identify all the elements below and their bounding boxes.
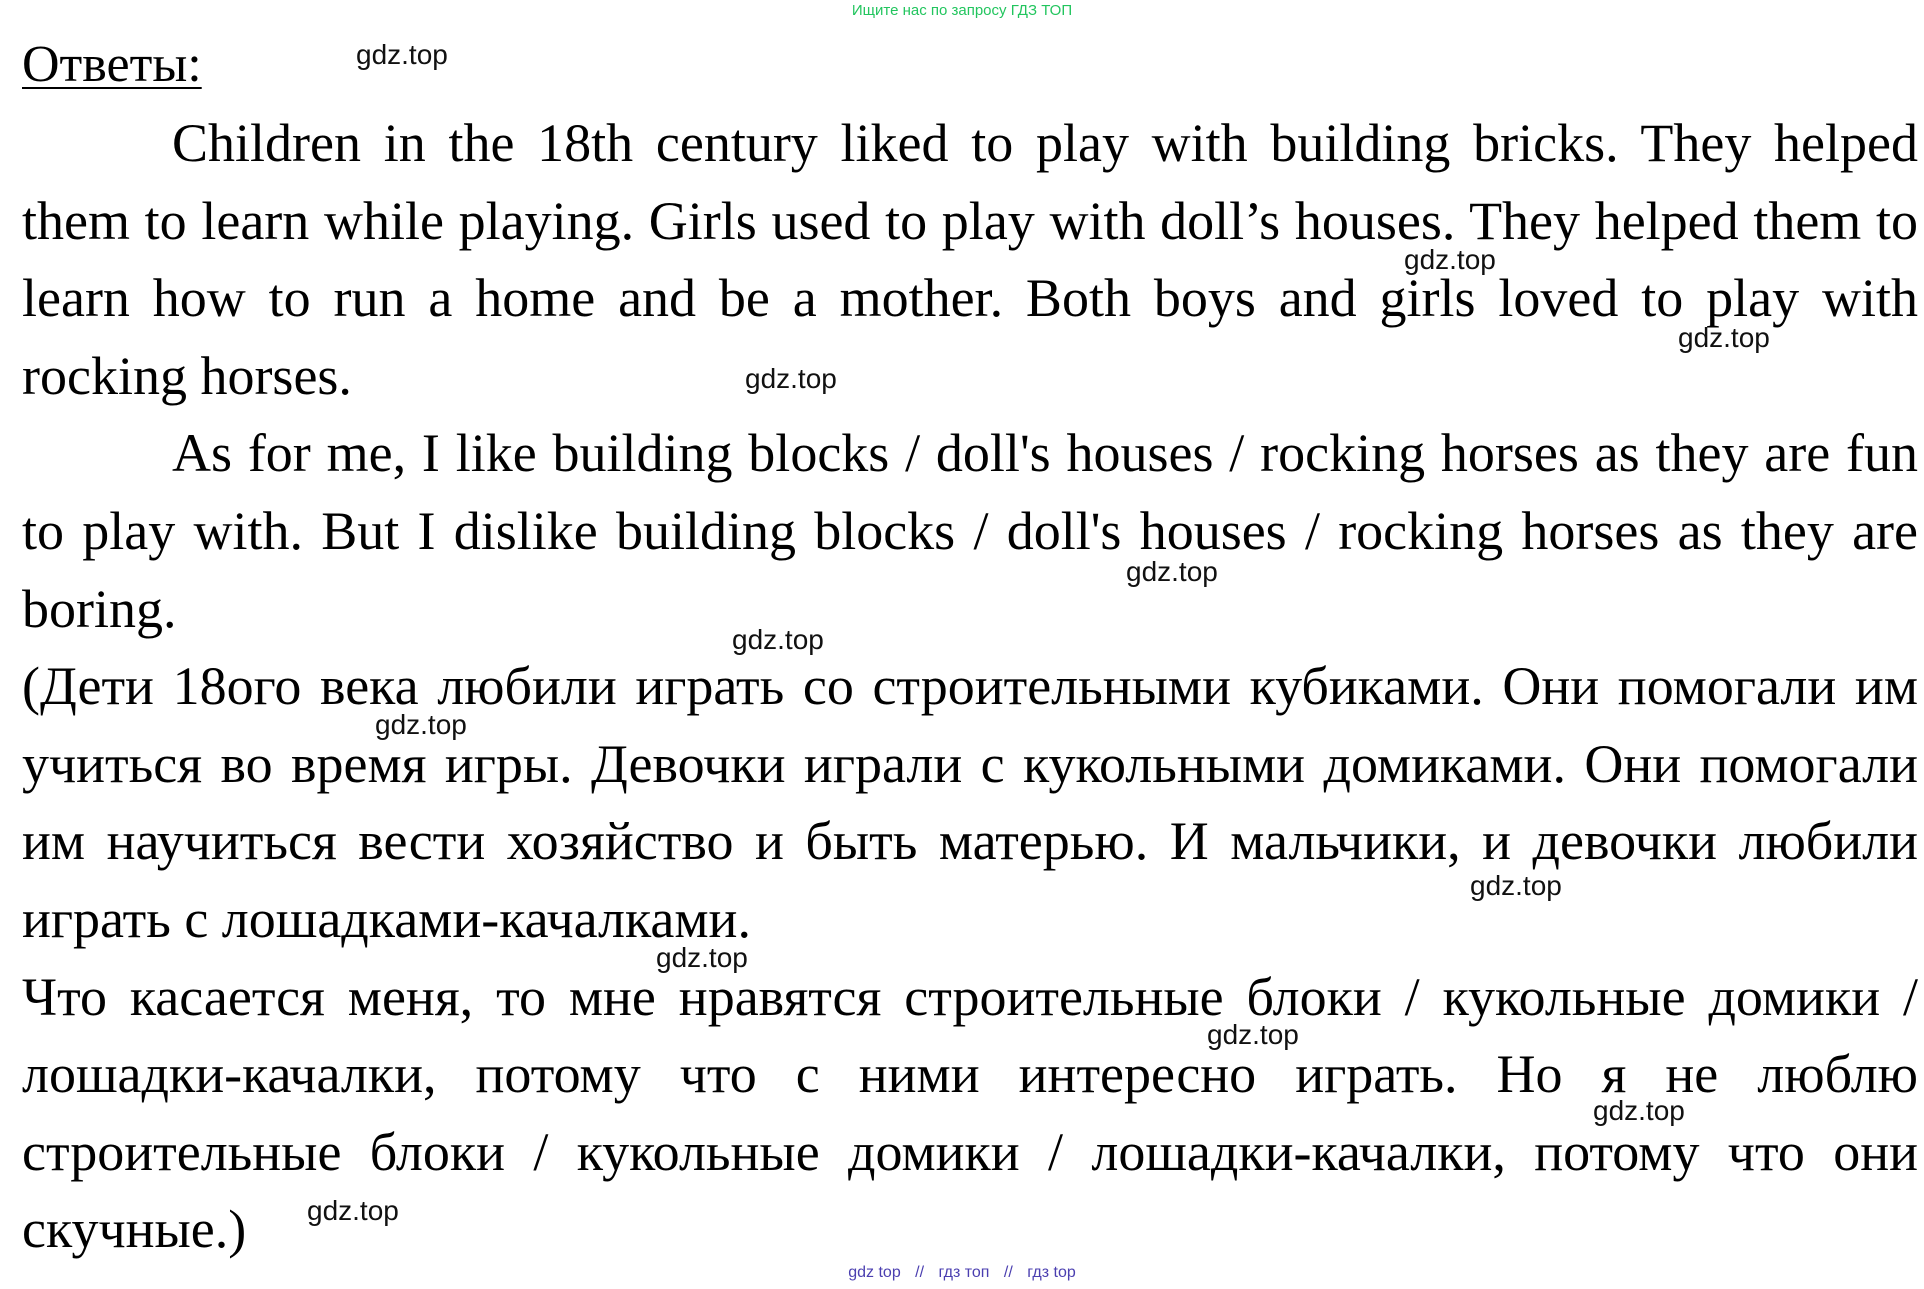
footer-separator: // [1003,1264,1013,1281]
watermark: gdz.top [745,363,837,394]
paragraph-english-history: Children in the 18th century liked to play with building bricks. They helped them to learn while playing. Girls used to play with doll’s houses. They helped them to learn how to run a home and be a mother. Both boys and girls loved to play with rocking horses. [22,113,1918,406]
top-banner: Ищите нас по запросу ГДЗ ТОП [851,2,1073,19]
watermark: gdz.top [1593,1095,1685,1126]
watermark: gdz.top [375,709,467,740]
paragraph-russian-history: (Дети 18ого века любили играть со строительными кубиками. Они помогали им учиться во время игры. Девочки играли с кукольными домиками. Они помогали им научиться вести хозяйство и быть матерью. И мальчики, и девочки любили играть с лошадками-качалками. [22,656,1918,949]
answers-heading: Ответы: [22,36,202,93]
watermark: gdz.top [732,624,824,655]
watermark: gdz.top [356,39,448,70]
watermark: gdz.top [307,1195,399,1226]
watermark: gdz.top [1678,322,1770,353]
watermark: gdz.top [1207,1019,1299,1050]
watermark: gdz.top [1126,556,1218,587]
paragraph-english-opinion: As for me, I like building blocks / doll's houses / rocking horses as they are fun to play with. But I dislike building blocks / doll's houses / rocking horses as they are boring. [22,423,1918,639]
footer-link-gdz-top-ru[interactable]: гдз топ [938,1264,990,1281]
watermark: gdz.top [656,942,748,973]
footer-link-gdz-top-mixed[interactable]: гдз top [1027,1264,1076,1281]
footer-separator: // [915,1264,925,1281]
paragraph-russian-opinion: Что касается меня, то мне нравятся строительные блоки / кукольные домики / лошадки-качалки, потому что с ними интересно играть. Но я не люблю строительные блоки / кукольные домики / лошадки-качалки, потому что они скучные.) [22,966,1918,1260]
footer-links [0,1264,1924,1282]
watermark: gdz.top [1470,870,1562,901]
footer-link-gdz-top[interactable]: gdz top [848,1264,901,1281]
watermark: gdz.top [1404,244,1496,275]
